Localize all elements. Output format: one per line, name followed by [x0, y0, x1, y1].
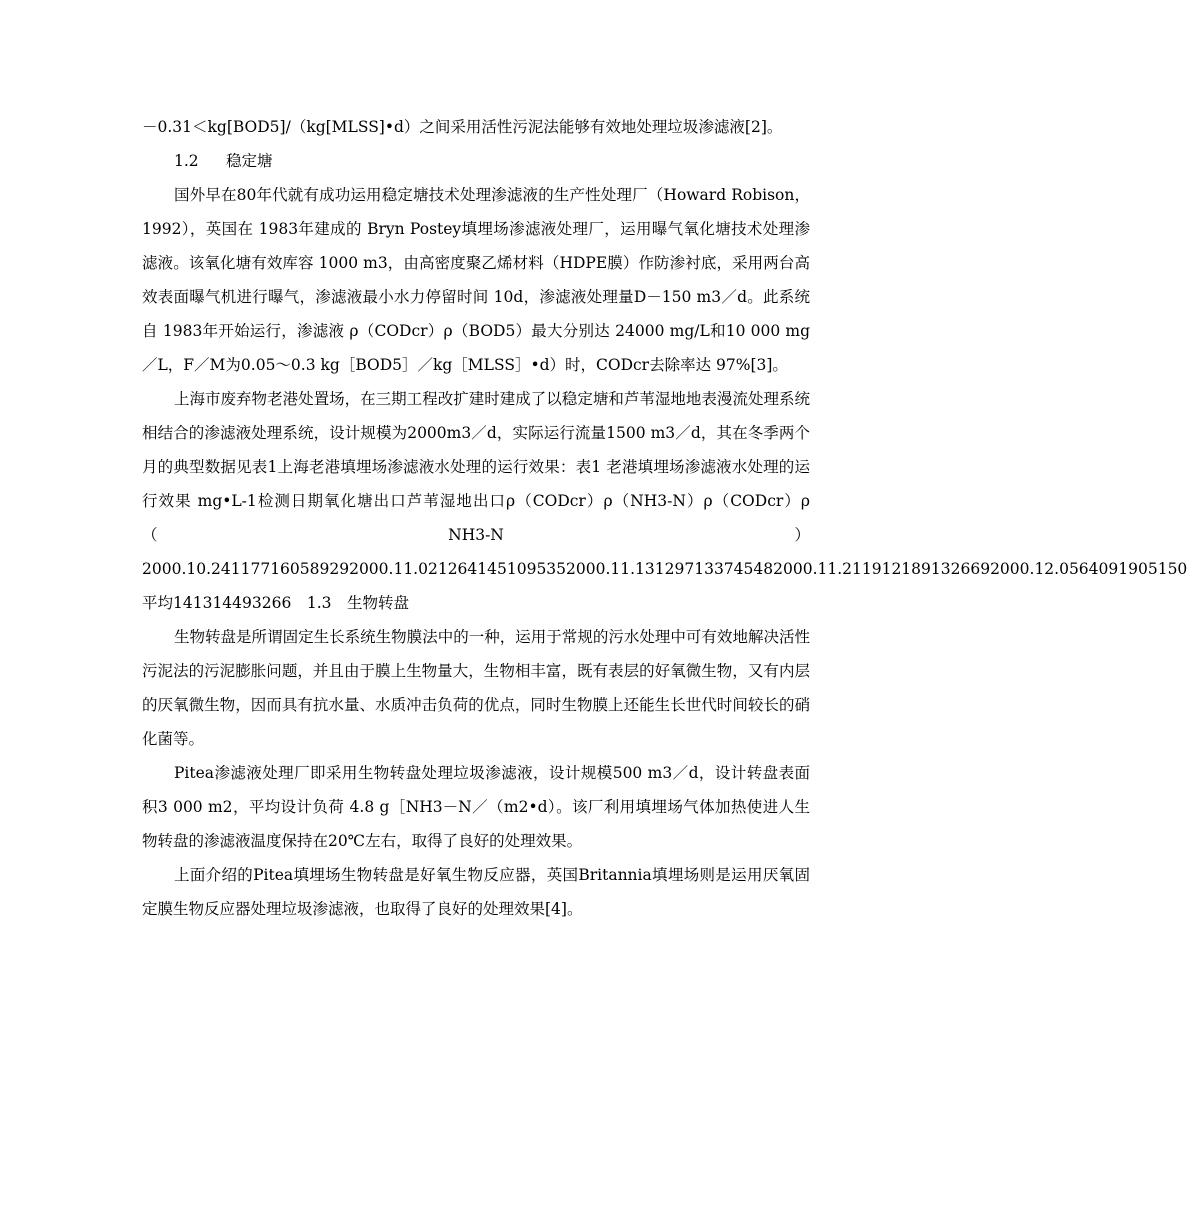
paragraph-laogang-case: 上海市废弃物老港处置场，在三期工程改扩建时建成了以稳定塘和芦苇湿地地表漫流处理系统相结合的渗滤液处理系统，设计规模为2000m3／d，实际运行流量1500 m3／d，其在冬季两个月的典型数据见表1上海老港填埋场渗滤液水处理的运行效果：表1 老港填埋场渗滤液水处理的运行效果 mg•L-1检测日期氧化塘出口芦苇湿地出口ρ（CODcr）ρ（NH3-N）ρ（CODcr）ρ（NH3-N）2000.10.241177160589292000.11.0212641451095352000.11.131297133745482000.11.2119121891326692000.12.0564091905150平均141314493266 1.3 生物转盘 — [142, 390, 1187, 612]
paragraph-rotating-biological-contactor: 生物转盘是所谓固定生长系统生物膜法中的一种，运用于常规的污水处理中可有效地解决活性污泥法的污泥膨胀问题，并且由于膜上生物量大，生物相丰富，既有表层的好氧微生物，又有内层的厌氧微生物，因而具有抗水量、水质冲击负荷的优点，同时生物膜上还能生长世代时间较长的硝化菌等。 — [142, 628, 810, 748]
paragraph-activated-sludge-end: －0.31＜kg[BOD5]/（kg[MLSS]•d）之间采用活性污泥法能够有效地处理垃圾渗滤液[2]。 — [142, 118, 783, 136]
section-number: 1.2 — [174, 152, 199, 170]
paragraph-britannia-landfill: 上面介绍的Pitea填埋场生物转盘是好氧生物反应器，英国Britannia填埋场则是运用厌氧固定膜生物反应器处理垃圾渗滤液，也取得了良好的处理效果[4]。 — [142, 866, 810, 918]
document-page — [142, 110, 1187, 926]
paragraph-stabilization-pond-abroad: 国外早在80年代就有成功运用稳定塘技术处理渗滤液的生产性处理厂（Howard Robison，1992），英国在 1983年建成的 Bryn Postey填埋场渗滤液处理厂，运用曝气氧化塘技术处理渗滤液。该氧化塘有效库容 1000 m3，由高密度聚乙烯材料（HDPE膜）作防渗衬底，采用两台高效表面曝气机进行曝气，渗滤液最小水力停留时间 10d，渗滤液处理量D－150 m3／d。此系统自 1983年开始运行，渗滤液 ρ（CODcr）ρ（BOD5）最大分别达 24000 mg/L和10 000 mg／L，F／M为0.05～0.3 kg［BOD5］／kg［MLSS］•d）时，CODcr去除率达 97%[3]。 — [142, 186, 810, 374]
paragraph-pitea-plant: Pitea渗滤液处理厂即采用生物转盘处理垃圾渗滤液，设计规模500 m3／d，设计转盘表面积3 000 m2，平均设计负荷 4.8 g［NH3－N／（m2•d）。该厂利用填埋场气体加热使进人生物转盘的渗滤液温度保持在20℃左右，取得了良好的处理效果。 — [142, 764, 810, 850]
section-heading-1-2 — [142, 144, 810, 178]
section-title: 稳定塘 — [226, 152, 273, 170]
